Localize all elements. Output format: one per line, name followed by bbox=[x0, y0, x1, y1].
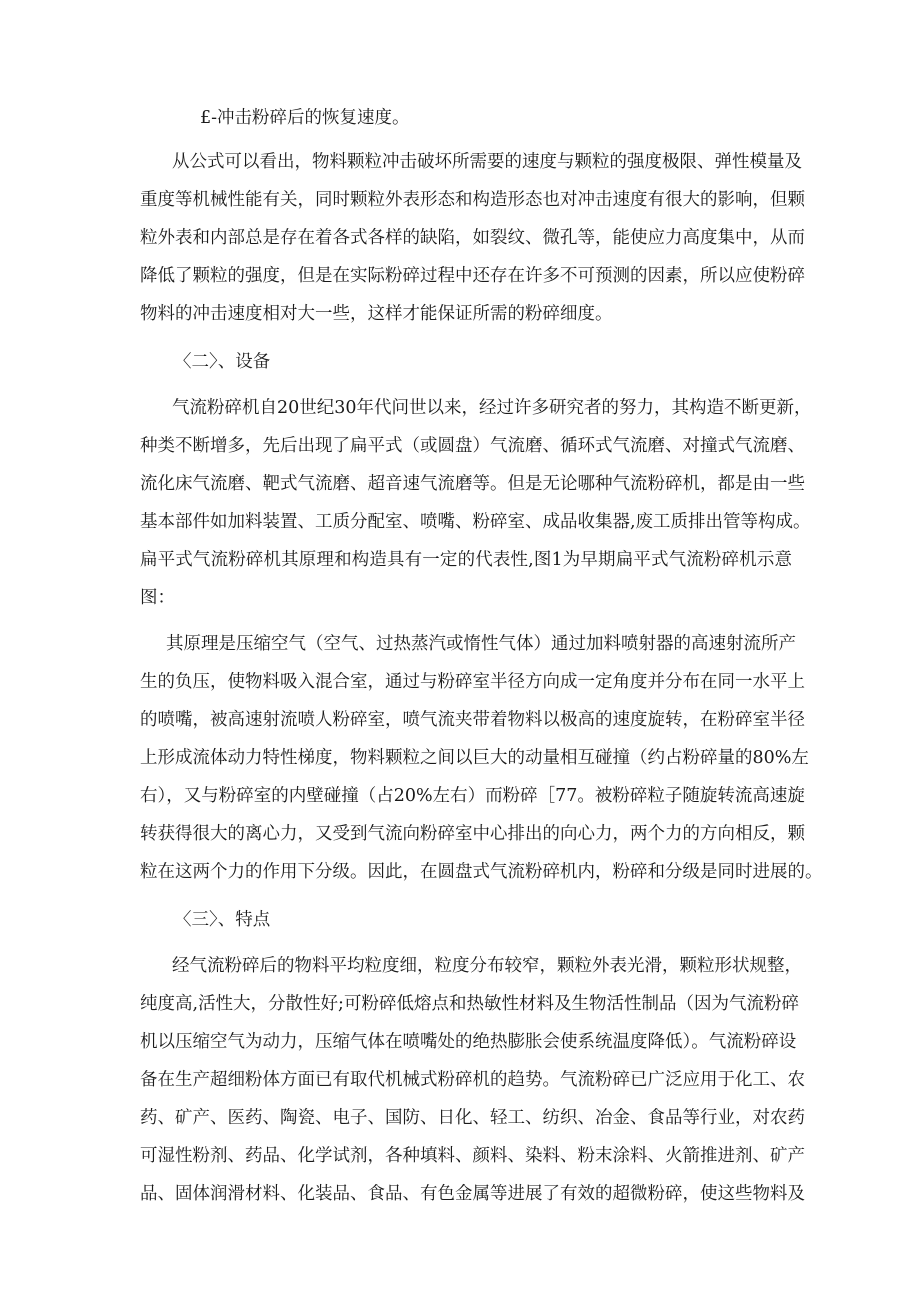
paragraph2-line: 扁平式气流粉碎机其原理和构造具有一定的代表性,图1为早期扁平式气流粉碎机示意 bbox=[140, 550, 792, 570]
paragraph3-line: 转获得很大的离心力，又受到气流向粉碎室中心排出的向心力，两个力的方向相反，颗 bbox=[140, 824, 805, 844]
paragraph2-line: 基本部件如加料装置、工质分配室、喷嘴、粉碎室、成品收集器,废工质排出管等构成。 bbox=[140, 512, 811, 532]
paragraph4-line: 经气流粉碎后的物料平均粒度细，粒度分布较窄，颗粒外表光滑，颗粒形状规整， bbox=[172, 956, 802, 976]
paragraph3-line: 其原理是压缩空气（空气、过热蒸汽或惰性气体）通过加料喷射器的高速射流所产 bbox=[166, 634, 796, 654]
paragraph3-line: 上形成流体动力特性梯度，物料颗粒之间以巨大的动量相互碰撞（约占粉碎量的80%左 bbox=[140, 748, 809, 768]
paragraph2-line: 图： bbox=[140, 588, 175, 608]
paragraph4-line: 备在生产超细粉体方面已有取代机械式粉碎机的趋势。气流粉碎已广泛应用于化工、农 bbox=[140, 1070, 805, 1090]
paragraph3-line: 的喷嘴，被高速射流喷人粉碎室，喷气流夹带着物料以极高的速度旋转，在粉碎室半径 bbox=[140, 710, 805, 730]
paragraph1-line: 粒外表和内部总是存在着各式各样的缺陷，如裂纹、微孔等，能使应力高度集中，从而 bbox=[140, 228, 805, 248]
paragraph3-line: 右），又与粉碎室的内壁碰撞（占20%左右）而粉碎［77。被粉碎粒子随旋转流高速旋 bbox=[140, 786, 805, 806]
paragraph4-line: 纯度高,活性大，分散性好;可粉碎低熔点和热敏性材料及生物活性制品（因为气流粉碎 bbox=[140, 994, 799, 1014]
paragraph4-line: 机以压缩空气为动力，压缩气体在喷嘴处的绝热膨胀会使系统温度降低）。气流粉碎设 bbox=[140, 1032, 797, 1052]
paragraph2-line: 流化床气流磨、靶式气流磨、超音速气流磨等。但是无论哪种气流粉碎机，都是由一些 bbox=[140, 474, 805, 494]
section-heading-features: 〈三〉、特点 bbox=[174, 910, 271, 930]
paragraph1-line: 从公式可以看出，物料颗粒冲击破坏所需要的速度与颗粒的强度极限、弹性模量及 bbox=[172, 152, 802, 172]
paragraph3-line: 粒在这两个力的作用下分级。因此，在圆盘式气流粉碎机内，粉碎和分级是同时进展的。 bbox=[140, 862, 823, 882]
intro-line: £-冲击粉碎后的恢复速度。 bbox=[200, 108, 410, 128]
paragraph1-line: 重度等机械性能有关，同时颗粒外表形态和构造形态也对冲击速度有很大的影响，但颗 bbox=[140, 190, 805, 210]
paragraph1-line: 物料的冲击速度相对大一些，这样才能保证所需的粉碎细度。 bbox=[140, 304, 613, 324]
paragraph1-line: 降低了颗粒的强度，但是在实际粉碎过程中还存在许多不可预测的因素，所以应使粉碎 bbox=[140, 266, 805, 286]
paragraph4-line: 品、固体润滑材料、化装品、食品、有色金属等进展了有效的超微粉碎，使这些物料及 bbox=[140, 1184, 805, 1204]
paragraph4-line: 可湿性粉剂、药品、化学试剂，各种填料、颜料、染料、粉末涂料、火箭推进剂、矿产 bbox=[140, 1146, 805, 1166]
paragraph2-line: 气流粉碎机自20世纪30年代问世以来，经过许多研究者的努力，其构造不断更新， bbox=[172, 398, 812, 418]
section-heading-equipment: 〈二〉、设备 bbox=[174, 352, 271, 372]
paragraph2-line: 种类不断增多，先后出现了扁平式（或圆盘）气流磨、循环式气流磨、对撞式气流磨、 bbox=[140, 436, 805, 456]
paragraph4-line: 药、矿产、医药、陶瓷、电子、国防、日化、轻工、纺织、冶金、食品等行业，对农药 bbox=[140, 1108, 805, 1128]
paragraph3-line: 生的负压，使物料吸入混合室，通过与粉碎室半径方向成一定角度并分布在同一水平上 bbox=[140, 672, 805, 692]
